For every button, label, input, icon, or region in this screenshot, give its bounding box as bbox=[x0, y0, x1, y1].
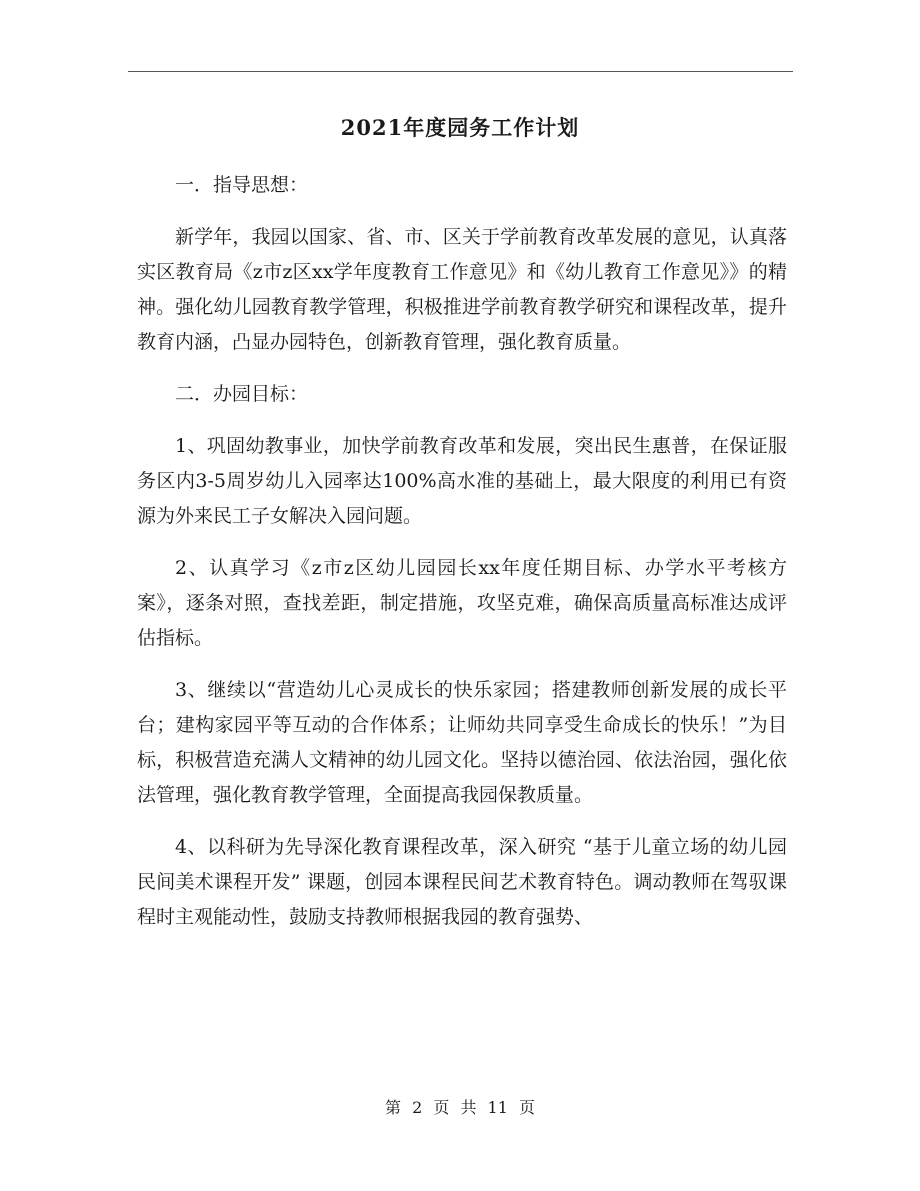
paragraph-goal-3: 3、继续以“营造幼儿心灵成长的快乐家园；搭建教师创新发展的成长平台；建构家园平等互动的合作体系；让师幼共同享受生命成长的快乐！”为目标，积极营造充满人文精神的幼儿园文化。坚持以德治园、依法治园，强化依法管理，强化教育教学管理，全面提高我园保教质量。 bbox=[137, 679, 787, 806]
paragraph-goal-2: 2、认真学习《z市z区幼儿园园长xx年度任期目标、办学水平考核方案》，逐条对照，查找差距，制定措施，攻坚克难，确保高质量高标准达成评估指标。 bbox=[137, 557, 787, 649]
header-rule bbox=[128, 71, 793, 72]
paragraph-guiding-ideology: 新学年，我园以国家、省、市、区关于学前教育改革发展的意见，认真落实区教育局《z市z区xx学年度教育工作意见》和《幼儿教育工作意见》》的精神。强化幼儿园教育教学管理，积极推进学前教育教学研究和课程改革，提升教育内涵，凸显办园特色，创新教育管理，强化教育质量。 bbox=[137, 226, 787, 353]
paragraph-goal-4: 4、以科研为先导深化教育课程改革，深入研究 “基于儿童立场的幼儿园民间美术课程开发” 课题，创园本课程民间艺术教育特色。调动教师在驾驭课程时主观能动性，鼓励支持教师根据我园的教育强势、 bbox=[137, 836, 787, 928]
section-heading-guiding-ideology: 一．指导思想： bbox=[175, 174, 309, 196]
document-body bbox=[137, 168, 787, 952]
page-number-footer: 第 2 页 共 11 页 bbox=[385, 1098, 535, 1117]
paragraph-goal-1: 1、巩固幼教事业，加快学前教育改革和发展，突出民生惠普，在保证服务区内3-5周岁幼儿入园率达100%高水准的基础上，最大限度的利用已有资源为外来民工子女解决入园问题。 bbox=[137, 435, 787, 527]
section-heading-school-goals: 二．办园目标： bbox=[175, 383, 309, 405]
document-title: 2021年度园务工作计划 bbox=[340, 115, 580, 140]
